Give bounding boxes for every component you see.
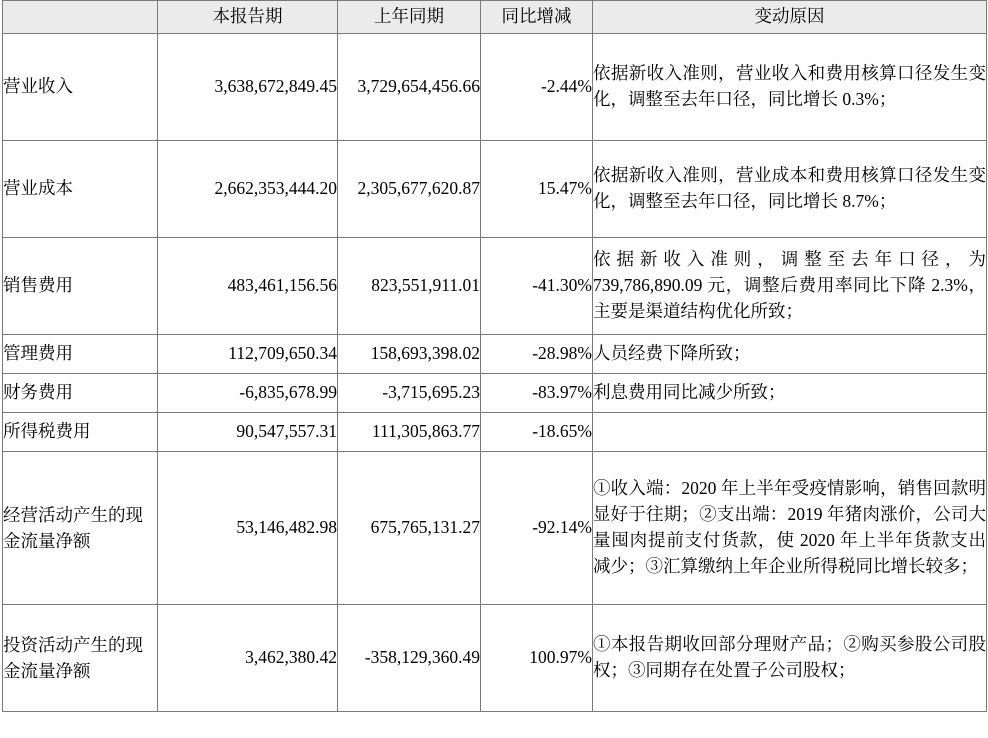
row-previous-value: 675,765,131.27 xyxy=(338,452,481,605)
row-reason-text: 依据新收入准则，营业成本和费用核算口径发生变化，调整至去年口径，同比增长 8.7%； xyxy=(593,141,987,238)
row-label: 所得税费用 xyxy=(3,413,158,452)
row-change-value: -28.98% xyxy=(481,335,593,374)
row-reason-text: ①本报告期收回部分理财产品；②购买参股公司股权；③同期存在处置子公司股权； xyxy=(593,605,987,712)
row-reason-text: 依据新收入准则，调整至去年口径，为 739,786,890.09 元，调整后费用率同比下降 2.3%，主要是渠道结构优化所致； xyxy=(593,238,987,335)
row-current-value: 53,146,482.98 xyxy=(158,452,338,605)
row-change-value: -18.65% xyxy=(481,413,593,452)
table-row xyxy=(3,605,987,712)
row-current-value: 483,461,156.56 xyxy=(158,238,338,335)
row-label: 销售费用 xyxy=(3,238,158,335)
row-reason-text: ①收入端：2020 年上半年受疫情影响，销售回款明显好于往期；②支出端：2019 年猪肉涨价，公司大量囤肉提前支付货款，使 2020 年上半年货款支出减少；③汇算缴纳上年企业所得税同比增长较多； xyxy=(593,452,987,605)
table-row xyxy=(3,141,987,238)
row-change-value: -83.97% xyxy=(481,374,593,413)
column-header-yoy-change: 同比增减 xyxy=(481,1,593,34)
column-header-reason: 变动原因 xyxy=(593,1,987,34)
row-previous-value: 3,729,654,456.66 xyxy=(338,34,481,141)
row-current-value: 2,662,353,444.20 xyxy=(158,141,338,238)
row-current-value: -6,835,678.99 xyxy=(158,374,338,413)
table-row xyxy=(3,374,987,413)
table-row xyxy=(3,34,987,141)
table-header xyxy=(3,1,987,34)
row-previous-value: 2,305,677,620.87 xyxy=(338,141,481,238)
row-previous-value: 158,693,398.02 xyxy=(338,335,481,374)
column-header-current-period: 本报告期 xyxy=(158,1,338,34)
table-body xyxy=(3,34,987,712)
row-reason-text xyxy=(593,413,987,452)
row-label: 营业成本 xyxy=(3,141,158,238)
row-current-value: 3,638,672,849.45 xyxy=(158,34,338,141)
column-header-prior-period: 上年同期 xyxy=(338,1,481,34)
row-label: 财务费用 xyxy=(3,374,158,413)
table-header-row xyxy=(3,1,987,34)
row-change-value: 100.97% xyxy=(481,605,593,712)
row-current-value: 112,709,650.34 xyxy=(158,335,338,374)
row-label: 投资活动产生的现金流量净额 xyxy=(3,605,158,712)
column-header-item xyxy=(3,1,158,34)
row-reason-text: 人员经费下降所致； xyxy=(593,335,987,374)
row-current-value: 3,462,380.42 xyxy=(158,605,338,712)
row-change-value: 15.47% xyxy=(481,141,593,238)
table-row xyxy=(3,413,987,452)
row-label: 营业收入 xyxy=(3,34,158,141)
row-reason-text: 依据新收入准则，营业收入和费用核算口径发生变化，调整至去年口径，同比增长 0.3%； xyxy=(593,34,987,141)
table-row xyxy=(3,335,987,374)
row-previous-value: 111,305,863.77 xyxy=(338,413,481,452)
table-row xyxy=(3,238,987,335)
row-change-value: -41.30% xyxy=(481,238,593,335)
financial-comparison-table xyxy=(2,0,987,712)
row-reason-text: 利息费用同比减少所致； xyxy=(593,374,987,413)
row-previous-value: 823,551,911.01 xyxy=(338,238,481,335)
row-change-value: -92.14% xyxy=(481,452,593,605)
row-label: 经营活动产生的现金流量净额 xyxy=(3,452,158,605)
table-row xyxy=(3,452,987,605)
row-change-value: -2.44% xyxy=(481,34,593,141)
row-previous-value: -3,715,695.23 xyxy=(338,374,481,413)
row-previous-value: -358,129,360.49 xyxy=(338,605,481,712)
row-current-value: 90,547,557.31 xyxy=(158,413,338,452)
row-label: 管理费用 xyxy=(3,335,158,374)
